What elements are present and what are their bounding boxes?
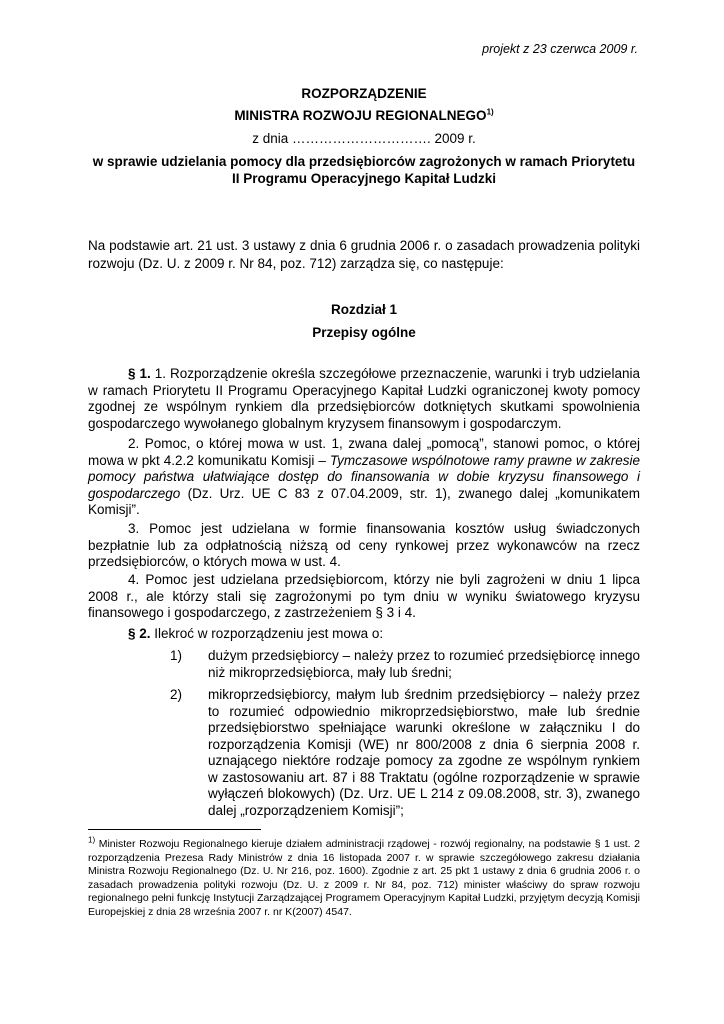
definition-item-2-number: 2) bbox=[170, 687, 183, 702]
legal-basis: Na podstawie art. 21 ust. 3 ustawy z dnia 6 grudnia 2006 r. o zasadach prowadzenia polityki rozwoju (Dz. U. z 2009 r. Nr 84, poz. 712) zarządza się, co następuje: bbox=[88, 238, 640, 271]
definition-item-1-text: dużym przedsiębiorcy – należy przez to rozumieć przedsiębiorcę innego niż mikroprzedsiębiorca, mały lub średni; bbox=[208, 648, 640, 680]
subject-line: w sprawie udzielania pomocy dla przedsiębiorców zagrożonych w ramach Priorytetu II Programu Operacyjnego Kapitał Ludzki bbox=[92, 154, 636, 186]
definition-item-2 bbox=[170, 687, 640, 819]
definition-item-2-text: mikroprzedsiębiorcy, małym lub średnim przedsiębiorcy – należy przez to rozumieć odpowiednio mikroprzedsiębiorstwo, małe lub średnie przedsiębiorstwo spełniające warunki określone w załączniku I do rozporządzenia Komisji (WE) nr 800/2008 z dnia 6 sierpnia 2008 r. uznającego niektóre rodzaje pomocy za zgodne ze wspólnym rynkiem w zastosowaniu art. 87 i 88 Traktatu (ogólne rozporządzenie w sprawie wyłączeń blokowych) (Dz. Urz. UE L 214 z 09.08.2008, str. 3), zwanego dalej „rozporządzeniem Komisji”; bbox=[208, 687, 640, 818]
section1-p2-start: 2. Pomoc, o której mowa w ust. 1, zwana dalej „pomocą”, stanowi pomoc, o której mowa w pkt 4.2.2 komunikatu Komisji – bbox=[88, 436, 640, 468]
section2-mark: § 2. bbox=[128, 626, 151, 641]
title-footnote-mark: 1) bbox=[486, 107, 494, 117]
footnote-mark: 1) bbox=[88, 835, 96, 845]
issuer-title bbox=[88, 108, 640, 123]
definition-item-1-number: 1) bbox=[170, 648, 183, 663]
section2-intro-text: Ilekroć w rozporządzeniu jest mowa o: bbox=[150, 626, 384, 641]
footnote-text: Minister Rozwoju Regionalnego kieruje działem administracji rządowej - rozwój regionalny, na podstawie § 1 ust. 2 rozporządzenia Prezesa Rady Ministrów z dnia 16 listopada 2007 r. w sprawie szczegółowego zakresu działania Ministra Rozwoju Regionalnego (Dz. U. Nr 216, poz. 1600). Zgodnie z art. 25 pkt 1 ustawy z dnia 6 grudnia 2006 r. o zasadach prowadzenia polityki rozwoju (Dz. U. z 2009 r. Nr 84, poz. 712) minister właściwy do spraw rozwoju regionalnego pełni funkcję Instytucji Zarządzającej Programem Operacyjnym Kapitał Ludzki, przyjętym decyzją Komisji Europejskiej z dnia 28 września 2007 r. nr K(2007) 4547. bbox=[88, 838, 640, 918]
section1-p1-text: 1. Rozporządzenie określa szczegółowe przeznaczenie, warunki i tryb udzielania w ramach Priorytetu II Programu Operacyjnego Kapitał Ludzki ograniczonej kwoty pomocy zgodnej ze wspólnym rynkiem dla przedsiębiorców dotkniętych skutkami spowolnienia gospodarczego wywołanego globalnym kryzysem finansowym i gospodarczym. bbox=[88, 366, 640, 431]
chapter-number: Rozdział 1 bbox=[330, 302, 397, 317]
document-type-title: ROZPORZĄDZENIE bbox=[301, 86, 427, 101]
section1-paragraph4: 4. Pomoc jest udzielana przedsiębiorcom, którzy nie byli zagrożeni w dniu 1 lipca 2008 r., ale którzy stali się zagrożonymi po tym dniu w wyniku światowego kryzysu finansowego i gospodarczego, z zastrzeżeniem § 3 i 4. bbox=[88, 572, 640, 620]
section2-intro bbox=[88, 626, 640, 643]
chapter-title: Przepisy ogólne bbox=[312, 325, 416, 340]
section1-paragraph1 bbox=[88, 366, 640, 432]
draft-note: projekt z 23 czerwca 2009 r. bbox=[482, 42, 638, 56]
footnote bbox=[88, 835, 640, 919]
footnote-separator bbox=[88, 829, 261, 830]
definition-item-1 bbox=[170, 648, 640, 681]
date-line: z dnia …………………………. 2009 r. bbox=[252, 131, 476, 146]
section1-p2-italic: Tymczasowe wspólnotowe ramy prawne w zakresie pomocy państwa ułatwiające dostęp do finansowania w dobie kryzysu finansowego i gospodarczego bbox=[88, 452, 640, 501]
section1-mark: § 1. bbox=[128, 366, 151, 381]
section1-p2-end: (Dz. Urz. UE C 83 z 07.04.2009, str. 1), zwanego dalej „komunikatem Komisji”. bbox=[88, 485, 640, 517]
issuer-title-text: MINISTRA ROZWOJU REGIONALNEGO bbox=[234, 108, 487, 123]
section1-paragraph2 bbox=[88, 436, 640, 519]
section1-paragraph3: 3. Pomoc jest udzielana w formie finansowania kosztów usług świadczonych bezpłatnie lub za odpłatnością niższą od ceny rynkowej przez wykonawców na rzecz przedsiębiorców, o których mowa w ust. 4. bbox=[88, 521, 640, 569]
